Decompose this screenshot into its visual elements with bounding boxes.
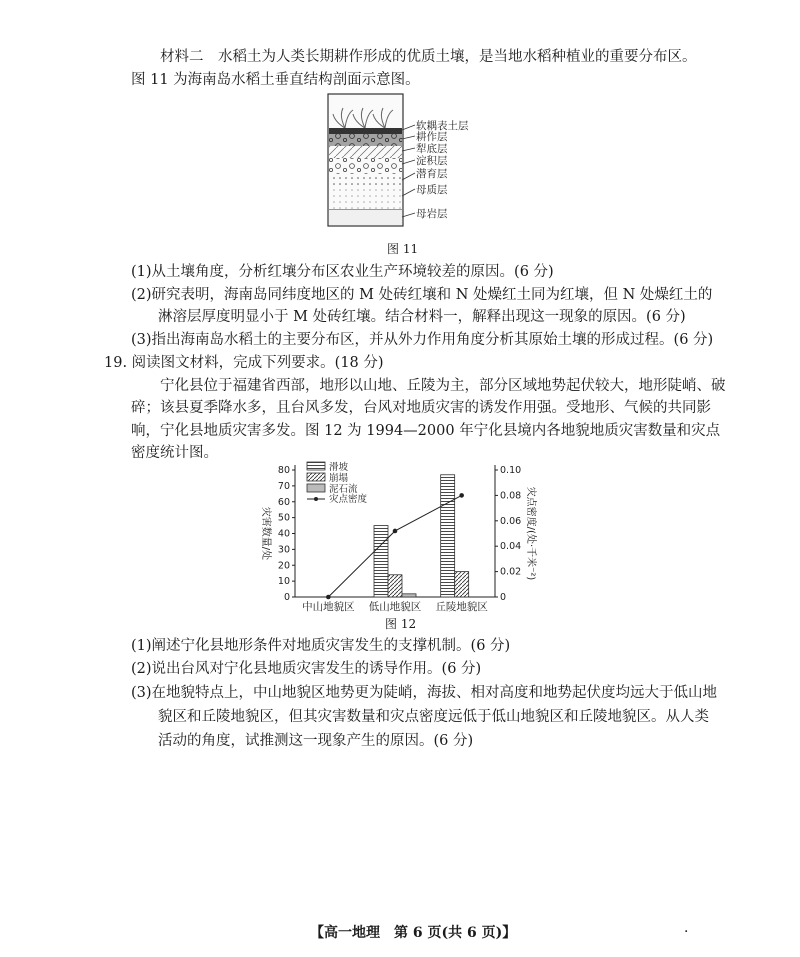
bar-泥石流 bbox=[402, 594, 416, 597]
page-footer: 【高一地理 第 6 页(共 6 页)】 bbox=[310, 925, 517, 941]
left-tick-label: 30 bbox=[277, 544, 290, 556]
density-point bbox=[459, 493, 464, 498]
left-axis-label: 灾害数量/处 bbox=[260, 506, 271, 561]
layer-label-5: 母质层 bbox=[416, 184, 448, 196]
layer-gley bbox=[329, 174, 402, 188]
bar-崩塌 bbox=[455, 572, 469, 597]
right-tick-label: 0.02 bbox=[500, 566, 522, 578]
legend-point bbox=[314, 497, 318, 501]
q18-part3: (3)指出海南岛水稻土的主要分布区，并从外力作用角度分析其原始土壤的形成过程。(6 分) bbox=[131, 332, 714, 348]
layer-bedrock bbox=[329, 210, 402, 225]
layer-label-4: 潜育层 bbox=[416, 168, 448, 180]
material2-line2: 图 11 为海南岛水稻土垂直结构剖面示意图。 bbox=[131, 72, 420, 88]
left-tick-label: 70 bbox=[277, 480, 290, 492]
left-tick-label: 0 bbox=[283, 592, 290, 603]
left-tick-label: 20 bbox=[277, 560, 290, 572]
layer-label-6: 母岩层 bbox=[416, 208, 448, 220]
left-tick-label: 10 bbox=[277, 576, 290, 588]
q19-para-line3: 响，宁化县地质灾害多发。图 12 为 1994—2000 年宁化县境内各地貌地质灾害数量和灾点 bbox=[131, 423, 721, 439]
figure11-caption: 图 11 bbox=[387, 242, 419, 256]
q18-part2-line1: (2)研究表明，海南岛同纬度地区的 M 处砖红壤和 N 处燥红土同为红壤，但 N 处燥红土的 bbox=[131, 287, 713, 303]
category-label: 低山地貌区 bbox=[368, 601, 422, 613]
q19-part1: (1)阐述宁化县地形条件对地质灾害发生的支撑机制。(6 分) bbox=[131, 638, 511, 654]
hazard-chart bbox=[250, 455, 560, 617]
q19-para-line1: 宁化县位于福建省西部，地形以山地、丘陵为主，部分区域地势起伏较大，地形陡峭、破 bbox=[160, 378, 726, 394]
right-tick-label: 0.10 bbox=[500, 465, 522, 476]
layer-label-1: 耕作层 bbox=[416, 131, 448, 143]
right-tick-label: 0.04 bbox=[500, 541, 522, 553]
bar-滑坡 bbox=[374, 526, 388, 597]
q19-part3-line2: 貌区和丘陵地貌区，但其灾害数量和灾点密度远低于低山地貌区和丘陵地貌区。从人类 bbox=[158, 709, 709, 725]
soil-profile-figure bbox=[320, 92, 520, 244]
legend-label: 滑坡 bbox=[329, 462, 349, 473]
layer-parent bbox=[329, 188, 402, 210]
footer-mark: · bbox=[684, 924, 689, 940]
layer-label-2: 犁底层 bbox=[416, 143, 448, 155]
legend-swatch bbox=[307, 473, 325, 481]
layer-ploughpan bbox=[329, 146, 402, 158]
layer-illuvial bbox=[329, 158, 402, 174]
layer-topsoil bbox=[329, 128, 402, 134]
right-tick-label: 0.08 bbox=[500, 490, 522, 502]
legend-swatch bbox=[307, 484, 325, 492]
q19-part3-line3: 活动的角度，试推测这一现象产生的原因。(6 分) bbox=[158, 733, 474, 749]
q18-part2-line2: 淋溶层厚度明显小于 M 处砖红壤。结合材料一，解释出现这一现象的原因。(6 分) bbox=[158, 309, 686, 325]
left-tick-label: 80 bbox=[277, 465, 290, 476]
q19-part2: (2)说出台风对宁化县地质灾害发生的诱导作用。(6 分) bbox=[131, 661, 482, 677]
legend-label: 灾点密度 bbox=[329, 494, 368, 505]
q19-title: 19. 阅读图文材料，完成下列要求。(18 分) bbox=[104, 355, 384, 371]
layer-label-3: 淀积层 bbox=[416, 155, 448, 167]
left-tick-label: 60 bbox=[277, 496, 290, 508]
q18-part1: (1)从土壤角度，分析红壤分布区农业生产环境较差的原因。(6 分) bbox=[131, 264, 554, 280]
density-point bbox=[393, 529, 398, 534]
legend-swatch bbox=[307, 462, 325, 470]
category-label: 中山地貌区 bbox=[302, 601, 355, 613]
right-tick-label: 0 bbox=[500, 592, 507, 603]
q19-part3-line1: (3)在地貌特点上，中山地貌区地势更为陡峭，海拔、相对高度和地势起伏度均远大于低山地 bbox=[131, 685, 718, 701]
category-label: 丘陵地貌区 bbox=[435, 601, 488, 613]
bar-滑坡 bbox=[441, 475, 455, 597]
right-axis-label: 灾点密度/(处·千米⁻²) bbox=[525, 486, 536, 581]
legend-label: 崩塌 bbox=[329, 473, 349, 484]
bar-崩塌 bbox=[388, 575, 402, 597]
q19-para-line4: 密度统计图。 bbox=[131, 445, 218, 461]
left-tick-label: 40 bbox=[277, 528, 290, 540]
material2-line1: 材料二 水稻土为人类长期耕作形成的优质土壤，是当地水稻种植业的重要分布区。 bbox=[160, 49, 697, 65]
q19-para-line2: 碎；该县夏季降水多，且台风多发，台风对地质灾害的诱发作用强。受地形、气候的共同影 bbox=[131, 400, 711, 416]
figure12-caption: 图 12 bbox=[385, 617, 417, 631]
legend-label: 泥石流 bbox=[329, 484, 358, 495]
density-point bbox=[326, 595, 331, 600]
right-tick-label: 0.06 bbox=[500, 515, 522, 527]
layer-label-0: 软耦表土层 bbox=[416, 120, 469, 132]
left-tick-label: 50 bbox=[277, 512, 290, 524]
